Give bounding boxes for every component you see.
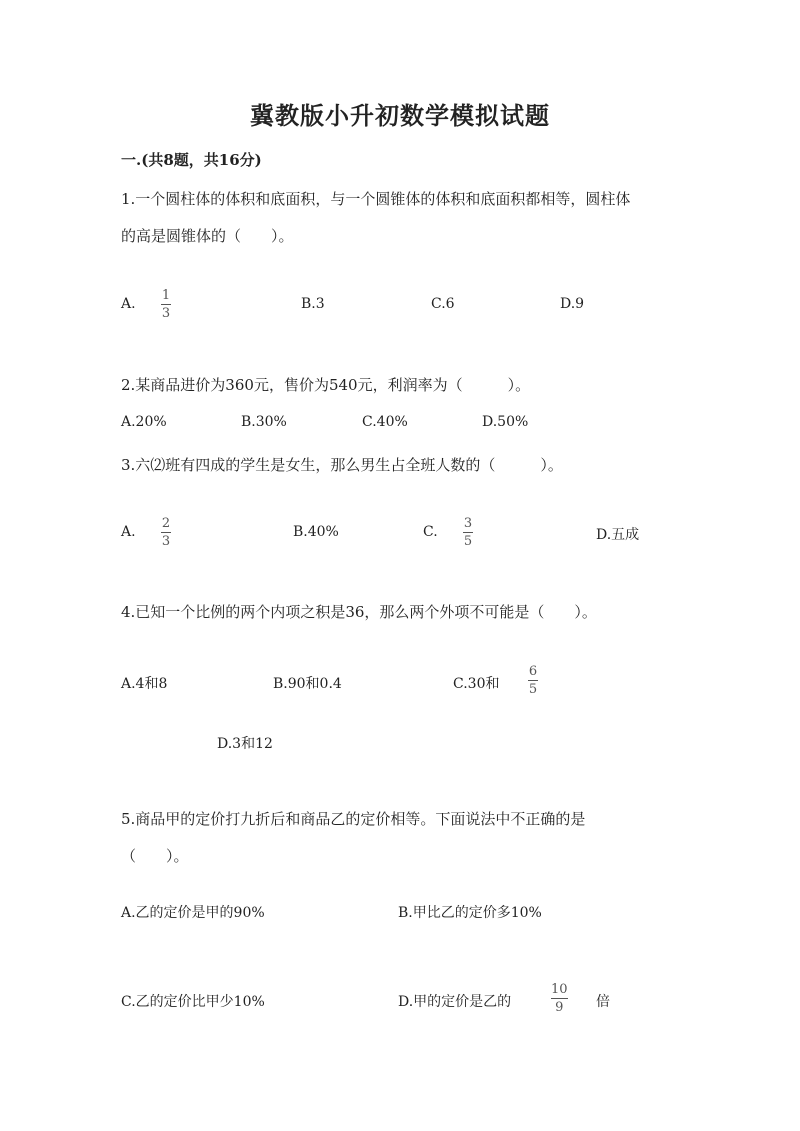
question-1-line-1: 1.一个圆柱体的体积和底面积，与一个圆锥体的体积和底面积都相等，圆柱体 [121,190,631,208]
fraction-denominator: 9 [555,1000,564,1015]
question-5-line-2: （ ）。 [121,847,189,865]
fraction-bar [161,304,171,305]
fraction-denominator: 3 [161,534,171,549]
q5-option-a: A.乙的定价是甲的90% [121,905,265,921]
section-heading: 一.(共8题，共16分) [121,151,262,169]
fraction-numerator: 2 [161,516,171,531]
question-1-line-2: 的高是圆锥体的（ ）。 [121,227,294,245]
q4-option-b: B.90和0.4 [273,676,342,692]
q1-option-d: D.9 [560,296,585,312]
fraction-numerator: 6 [528,664,538,679]
q4-option-a: A.4和8 [121,676,168,692]
fraction-bar [551,998,568,999]
question-5-line-1: 5.商品甲的定价打九折后和商品乙的定价相等。下面说法中不正确的是 [121,810,586,828]
fraction-bar [161,532,171,533]
q1-option-a-fraction [161,289,171,321]
fraction-numerator: 3 [463,516,473,531]
q5-option-d-suffix: 倍 [596,994,610,1010]
q5-option-c: C.乙的定价比甲少10% [121,994,265,1010]
q3-option-d: D.五成 [596,527,640,543]
q3-option-a-fraction [161,517,171,549]
fraction-bar [463,532,473,533]
q4-option-d: D.3和12 [217,736,273,752]
fraction-denominator: 5 [528,682,538,697]
q5-option-d-label: D.甲的定价是乙的 [398,994,512,1010]
fraction-numerator: 10 [551,982,568,997]
q5-option-b: B.甲比乙的定价多10% [398,905,542,921]
q4-option-c-label: C.30和 [453,676,500,692]
q5-option-d-fraction [551,983,568,1015]
question-2: 2.某商品进价为360元，售价为540元，利润率为（ ）。 [121,376,531,394]
q4-option-c-fraction [528,665,538,697]
q3-option-c-label: C. [423,524,438,540]
fraction-bar [528,680,538,681]
page-title: 冀教版小升初数学模拟试题 [250,101,550,130]
q1-option-b: B.3 [301,296,325,312]
q3-option-b: B.40% [293,524,339,540]
q2-option-b: B.30% [241,414,287,430]
question-3: 3.六⑵班有四成的学生是女生，那么男生占全班人数的（ ）。 [121,456,563,474]
fraction-denominator: 3 [161,306,171,321]
q2-option-a: A.20% [121,414,167,430]
q3-option-a-label: A. [121,524,136,540]
q2-option-d: D.50% [482,414,529,430]
fraction-denominator: 5 [463,534,473,549]
q1-option-a-label: A. [121,296,136,312]
q2-option-c: C.40% [362,414,408,430]
q3-option-c-fraction [463,517,473,549]
fraction-numerator: 1 [161,288,171,303]
question-4: 4.已知一个比例的两个内项之积是36，那么两个外项不可能是（ ）。 [121,603,597,621]
q1-option-c: C.6 [431,296,455,312]
